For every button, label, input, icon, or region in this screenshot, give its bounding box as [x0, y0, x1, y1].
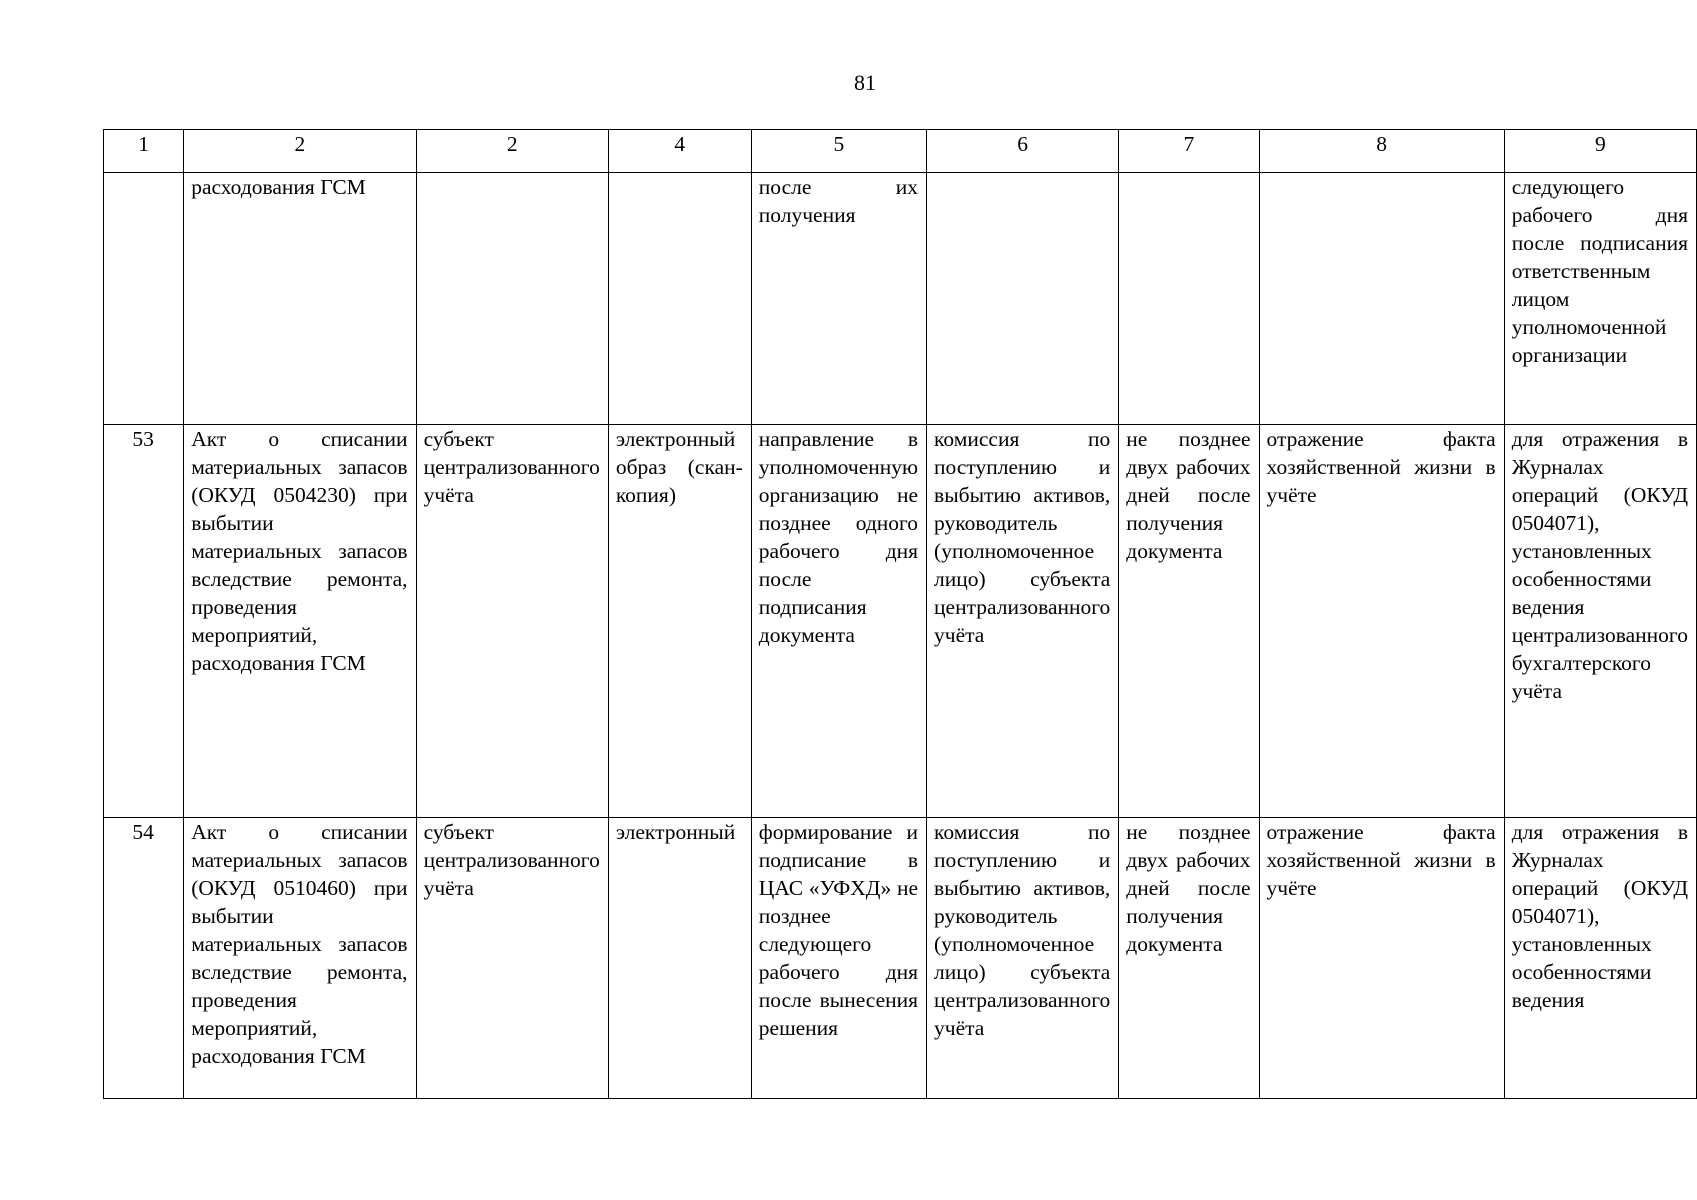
- format-cell: электронный образ (скан-копия): [608, 425, 751, 818]
- signatory-cell: комиссия по поступлению и выбытию активов, руководитель (уполномоченное лицо) субъекта централизованного учёта: [927, 425, 1119, 818]
- header-cell-col9: 9: [1504, 130, 1696, 173]
- header-cell-col3: 2: [416, 130, 608, 173]
- row-number-cell: 53: [104, 425, 184, 818]
- header-cell-col7: 7: [1119, 130, 1259, 173]
- submission-deadline-cell: формирование и подписание в ЦАС «УФХД» не позднее следующего рабочего дня после вынесения решения: [751, 818, 926, 1099]
- submission-deadline-cell: направление в уполномоченную организацию не позднее одного рабочего дня после подписания документа: [751, 425, 926, 818]
- processing-deadline-cell: не позднее двух рабочих дней после получения документа: [1119, 818, 1259, 1099]
- submission-deadline-cell: после их получения: [751, 173, 926, 425]
- row-number-cell: 54: [104, 818, 184, 1099]
- document-table: [103, 129, 1697, 1099]
- document-name-cell: Акт о списании материальных запасов (ОКУД 0504230) при выбытии материальных запасов вследствие ремонта, проведения мероприятий, расходования ГСМ: [184, 425, 416, 818]
- signatory-cell: комиссия по поступлению и выбытию активов, руководитель (уполномоченное лицо) субъекта централизованного учёта: [927, 818, 1119, 1099]
- purpose-cell: [1259, 173, 1504, 425]
- creator-cell: субъект централизованного учёта: [416, 818, 608, 1099]
- creator-cell: субъект централизованного учёта: [416, 425, 608, 818]
- notes-cell: для отражения в Журналах операций (ОКУД 0504071), установленных особенностями ведения: [1504, 818, 1696, 1099]
- header-cell-col6: 6: [927, 130, 1119, 173]
- page-number: 81: [854, 70, 876, 95]
- document-name-cell: расходования ГСМ: [184, 173, 416, 425]
- document-name-cell: Акт о списании материальных запасов (ОКУД 0510460) при выбытии материальных запасов вследствие ремонта, проведения мероприятий, расходования ГСМ: [184, 818, 416, 1099]
- format-cell: [608, 173, 751, 425]
- row-number-cell: [104, 173, 184, 425]
- notes-cell: для отражения в Журналах операций (ОКУД 0504071), установленных особенностями ведения централизованного бухгалтерского учёта: [1504, 425, 1696, 818]
- header-cell-col8: 8: [1259, 130, 1504, 173]
- table-header-row: [104, 130, 1697, 173]
- creator-cell: [416, 173, 608, 425]
- header-cell-col1: 1: [104, 130, 184, 173]
- table-row: [104, 173, 1697, 425]
- table-row: [104, 818, 1697, 1099]
- notes-cell: следующего рабочего дня после подписания ответственным лицом уполномоченной организации: [1504, 173, 1696, 425]
- header-cell-col2: 2: [184, 130, 416, 173]
- processing-deadline-cell: [1119, 173, 1259, 425]
- purpose-cell: отражение факта хозяйственной жизни в учёте: [1259, 818, 1504, 1099]
- purpose-cell: отражение факта хозяйственной жизни в учёте: [1259, 425, 1504, 818]
- header-cell-col5: 5: [751, 130, 926, 173]
- processing-deadline-cell: не позднее двух рабочих дней после получения документа: [1119, 425, 1259, 818]
- header-cell-col4: 4: [608, 130, 751, 173]
- format-cell: электронный: [608, 818, 751, 1099]
- signatory-cell: [927, 173, 1119, 425]
- table-row: [104, 425, 1697, 818]
